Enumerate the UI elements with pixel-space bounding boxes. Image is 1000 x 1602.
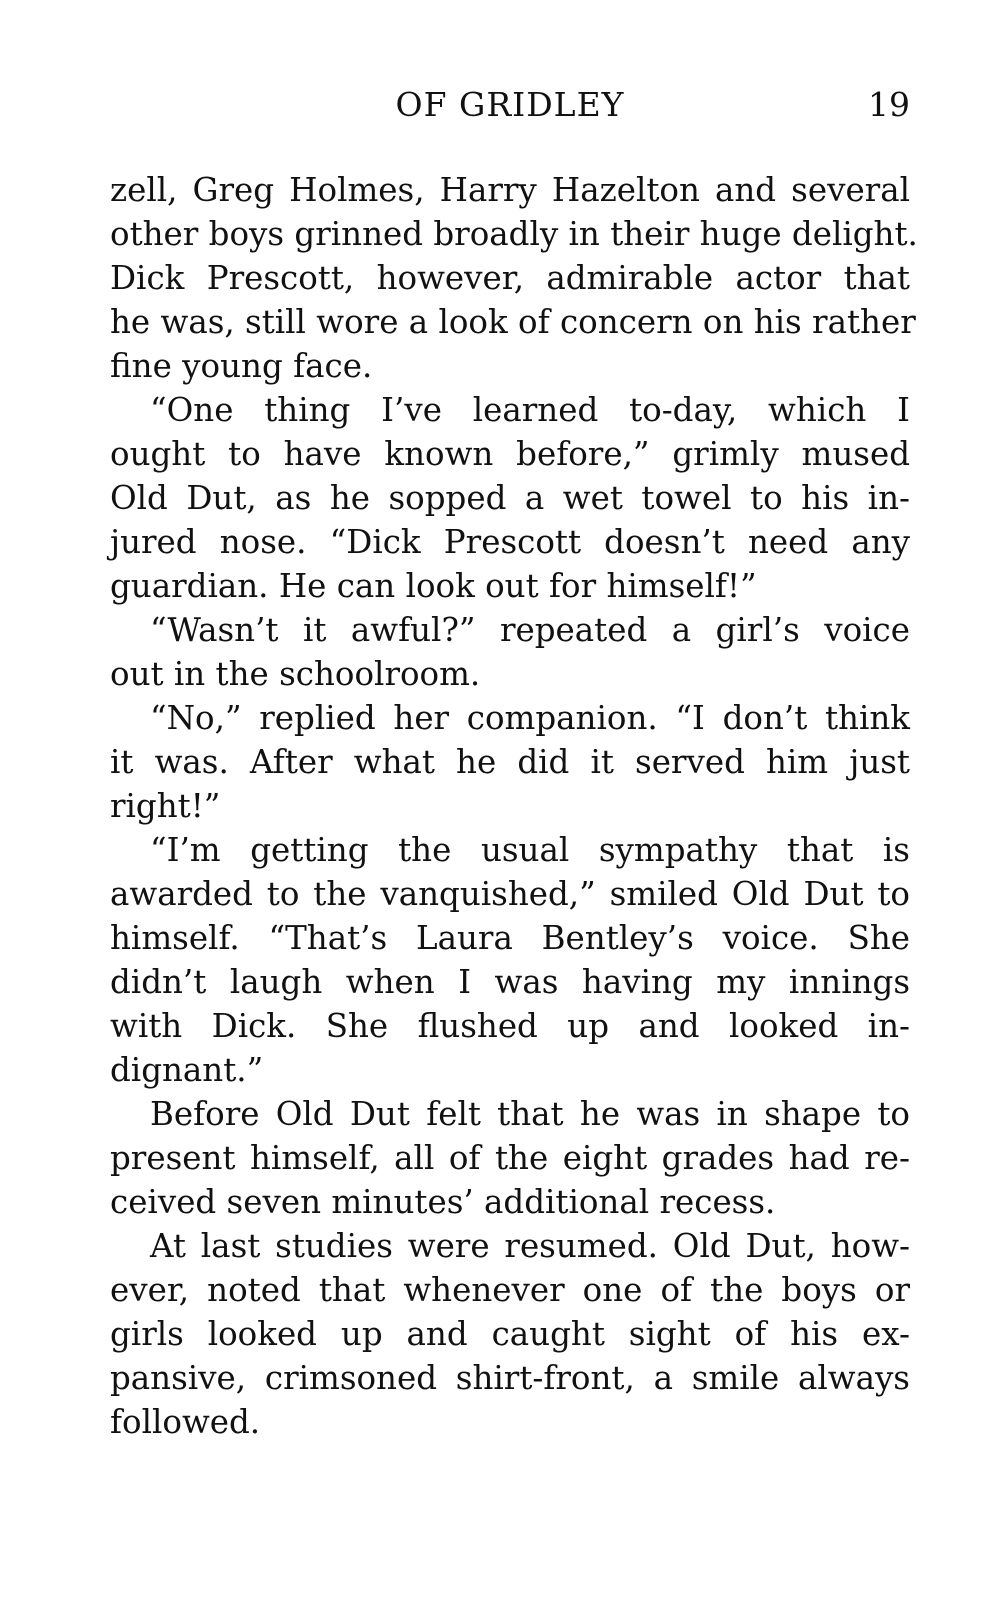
- paragraph: [110, 168, 918, 388]
- paragraph: [110, 1092, 910, 1224]
- text-line: “Wasn’t it awful?” repeated a girl’s voice: [150, 611, 910, 649]
- body-text: [110, 168, 918, 1444]
- text-line: “One thing I’ve learned to-day, which I: [150, 391, 910, 429]
- text-line: “No,” replied her companion. “I don’t think: [150, 699, 910, 737]
- text-line: present himself, all of the eight grades had re-: [110, 1139, 910, 1177]
- text-line: Before Old Dut felt that he was in shape to: [150, 1095, 910, 1133]
- text-line: followed.: [110, 1403, 261, 1441]
- text-line: with Dick. She flushed up and looked in-: [110, 1007, 910, 1045]
- paragraph: [110, 1224, 910, 1444]
- text-line: girls looked up and caught sight of his ex-: [110, 1315, 910, 1353]
- text-line: he was, still wore a look of concern on his rather: [110, 303, 916, 341]
- text-line: it was. After what he did it served him just: [110, 743, 910, 781]
- text-line: Old Dut, as he sopped a wet towel to his in-: [110, 479, 910, 517]
- text-line: other boys grinned broadly in their huge delight.: [110, 215, 918, 253]
- text-line: himself. “That’s Laura Bentley’s voice. She: [110, 919, 910, 957]
- text-line: “I’m getting the usual sympathy that is: [150, 831, 910, 869]
- text-line: pansive, crimsoned shirt-front, a smile always: [110, 1359, 910, 1397]
- text-line: jured nose. “Dick Prescott doesn’t need any: [110, 523, 910, 561]
- paragraph: [110, 608, 910, 696]
- text-line: guardian. He can look out for himself!”: [110, 567, 757, 605]
- text-line: dignant.”: [110, 1051, 264, 1089]
- paragraph: [110, 696, 910, 828]
- text-line: didn’t laugh when I was having my innings: [110, 963, 910, 1001]
- running-head: [110, 80, 910, 130]
- text-line: fine young face.: [110, 347, 373, 385]
- text-line: ought to have known before,” grimly mused: [110, 435, 910, 473]
- text-line: out in the schoolroom.: [110, 655, 481, 693]
- text-line: awarded to the vanquished,” smiled Old Dut to: [110, 875, 910, 913]
- text-line: ceived seven minutes’ additional recess.: [110, 1183, 776, 1221]
- page-number: 19: [868, 85, 910, 124]
- paragraph: [110, 828, 910, 1092]
- text-line: Dick Prescott, however, admirable actor that: [110, 259, 910, 297]
- text-line: ever, noted that whenever one of the boys or: [110, 1271, 910, 1309]
- text-line: right!”: [110, 787, 221, 825]
- paragraph: [110, 388, 910, 608]
- running-title: OF GRIDLEY: [395, 85, 625, 124]
- text-line: zell, Greg Holmes, Harry Hazelton and several: [110, 171, 910, 209]
- text-line: At last studies were resumed. Old Dut, how-: [150, 1227, 910, 1265]
